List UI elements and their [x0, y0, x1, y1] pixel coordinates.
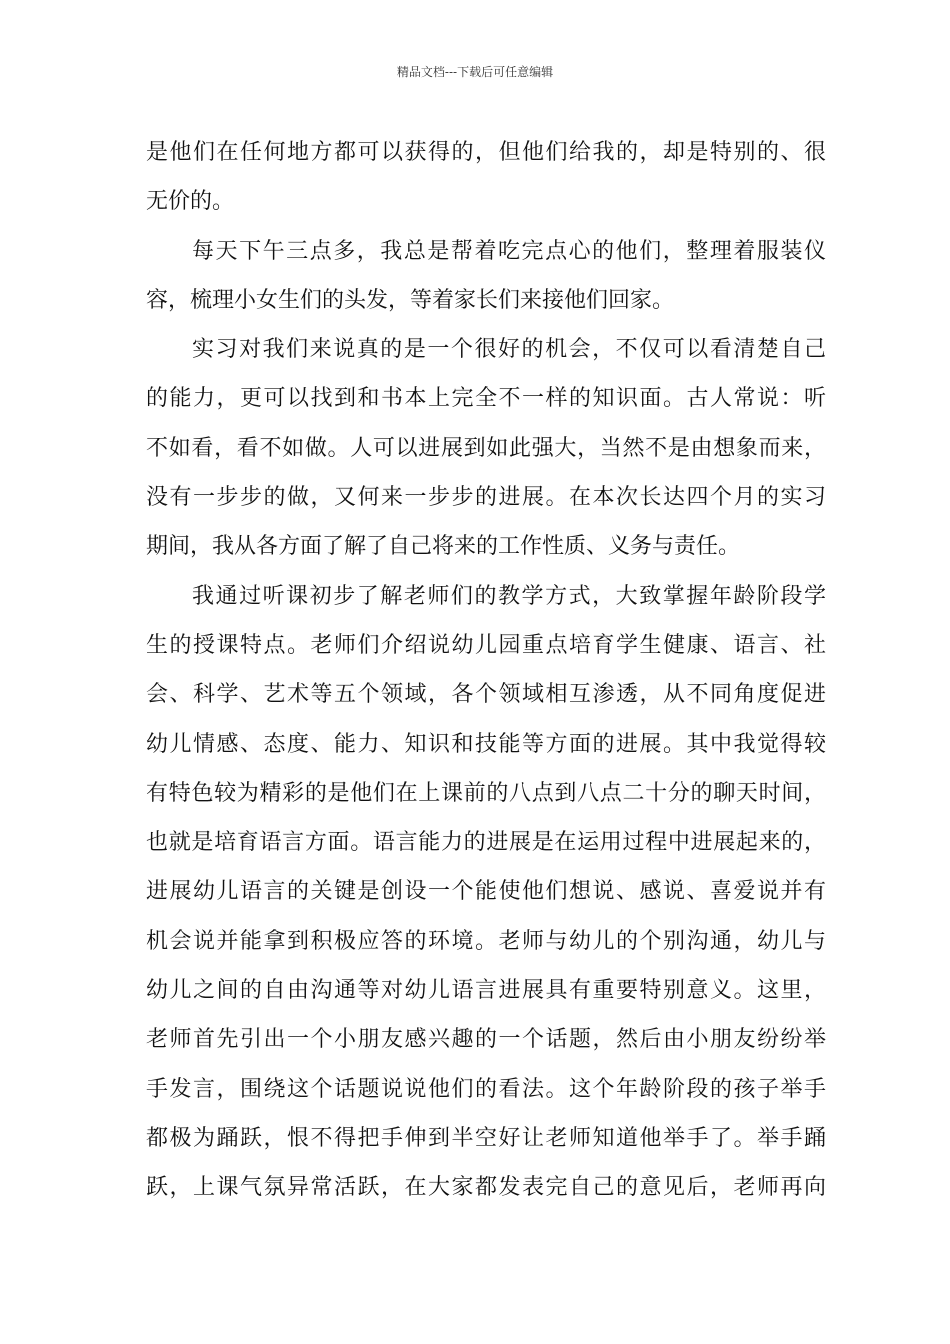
text-line: 幼儿之间的自由沟通等对幼儿语言进展具有重要特别意义。这里， — [146, 978, 826, 1004]
text-line: 无价的。 — [146, 189, 235, 215]
text-line: 进展幼儿语言的关键是创设一个能使他们想说、感说、喜爱说并有 — [146, 879, 826, 905]
text-line: 跃，上课气氛异常活跃，在大家都发表完自己的意见后，老师再向 — [146, 1175, 826, 1201]
text-line: 是他们在任何地方都可以获得的，但他们给我的，却是特别的、很 — [146, 140, 826, 165]
text-line: 也就是培育语言方面。语言能力的进展是在运用过程中进展起来的， — [146, 830, 826, 856]
text-line: 都极为踊跃，恨不得把手伸到半空好让老师知道他举手了。举手踊 — [146, 1125, 826, 1151]
text-line: 手发言，围绕这个话题说说他们的看法。这个年龄阶段的孩子举手 — [146, 1076, 826, 1102]
text-line: 的能力，更可以找到和书本上完全不一样的知识面。古人常说：听 — [146, 386, 826, 412]
text-line: 每天下午三点多，我总是帮着吃完点心的他们，整理着服装仪 — [192, 238, 826, 264]
text-line: 会、科学、艺术等五个领域，各个领域相互渗透，从不同角度促进 — [146, 682, 826, 708]
text-line: 我通过听课初步了解老师们的教学方式，大致掌握年龄阶段学 — [192, 583, 826, 609]
body-text — [146, 128, 826, 1213]
text-line: 机会说并能拿到积极应答的环境。老师与幼儿的个别沟通，幼儿与 — [146, 928, 826, 954]
text-line: 期间，我从各方面了解了自己将来的工作性质、义务与责任。 — [146, 534, 741, 560]
text-line: 实习对我们来说真的是一个很好的机会，不仅可以看清楚自己 — [192, 337, 826, 363]
page-header: 精品文档---下载后可任意编辑 — [396, 65, 554, 79]
text-line: 生的授课特点。老师们介绍说幼儿园重点培育学生健康、语言、社 — [146, 632, 826, 658]
text-line: 幼儿情感、态度、能力、知识和技能等方面的进展。其中我觉得较 — [146, 731, 826, 757]
text-line: 有特色较为精彩的是他们在上课前的八点到八点二十分的聊天时间， — [146, 780, 826, 806]
text-line: 不如看，看不如做。人可以进展到如此强大，当然不是由想象而来， — [146, 435, 826, 461]
text-line: 容，梳理小女生们的头发，等着家长们来接他们回家。 — [146, 287, 675, 313]
text-line: 没有一步步的做，又何来一步步的进展。在本次长达四个月的实习 — [146, 485, 826, 511]
text-line: 老师首先引出一个小朋友感兴趣的一个话题，然后由小朋友纷纷举 — [146, 1027, 826, 1053]
